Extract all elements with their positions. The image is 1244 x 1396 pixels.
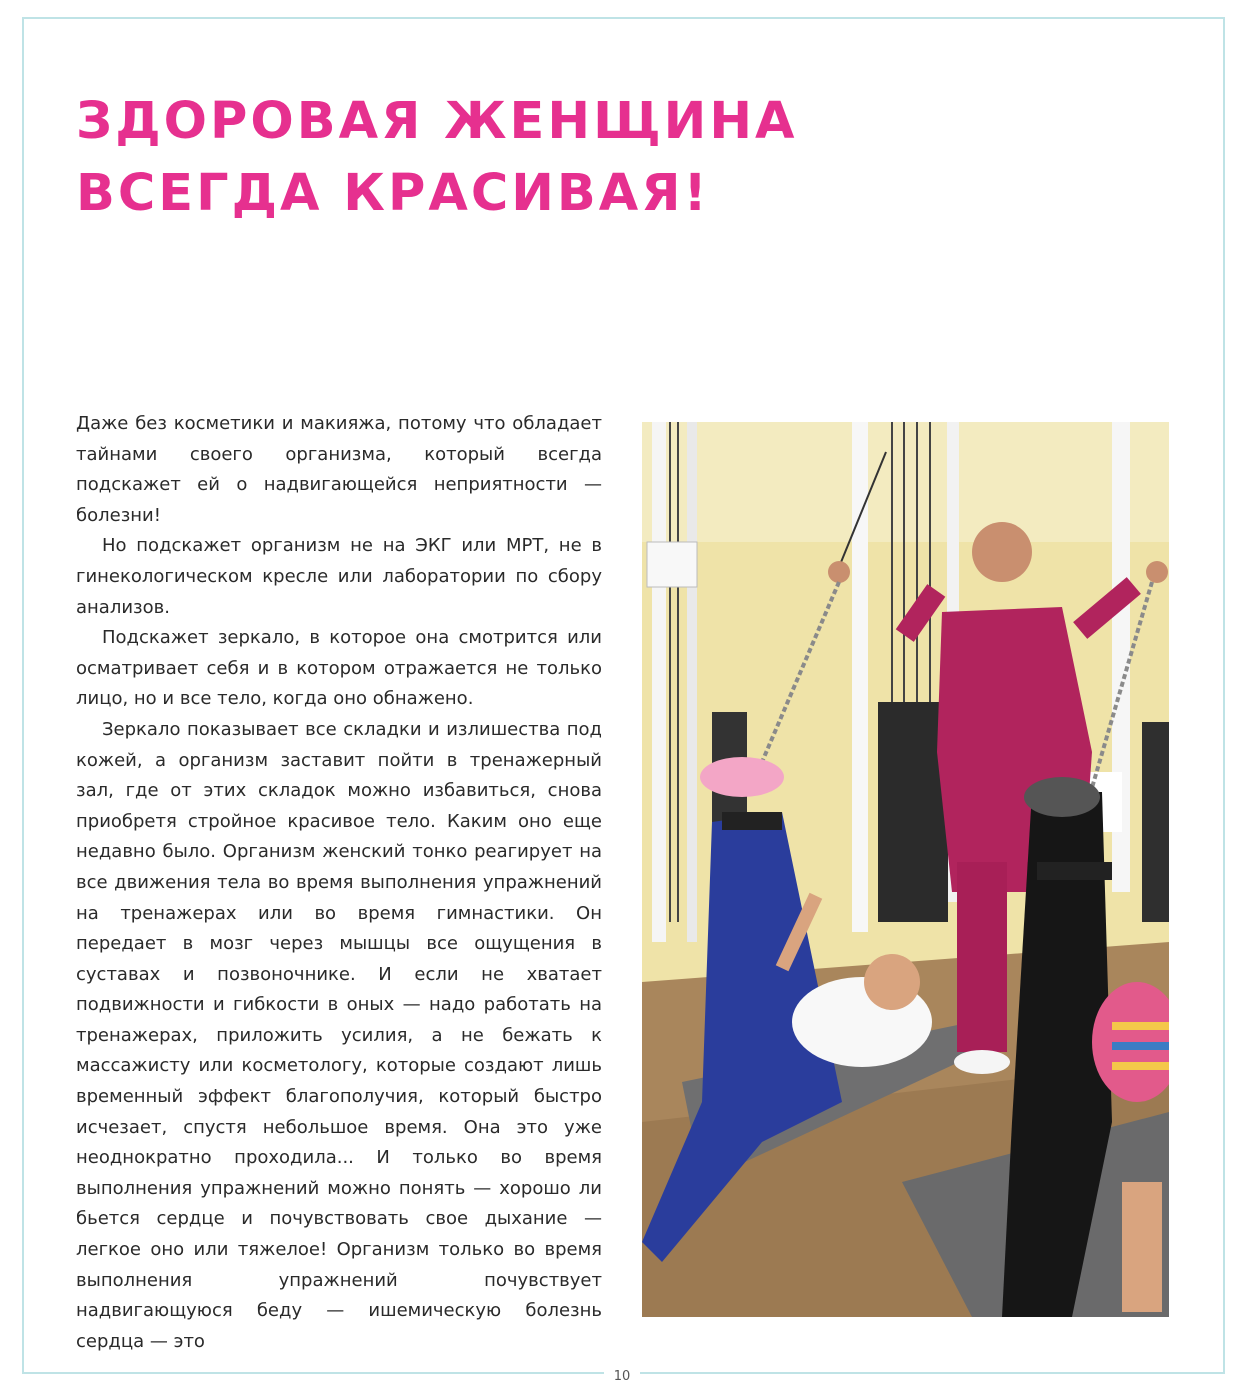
page-number-label: 10	[604, 1369, 641, 1384]
article-body	[76, 409, 602, 1357]
paragraph-3: Подскажет зеркало, в которое она смотрится или осматривает себя и в котором отражается не только лицо, но и все тело, когда оно обнажено.	[76, 627, 602, 710]
paragraph-1: Даже без косметики и макияжа, потому что обладает тайнами своего организма, который всегда подскажет ей о надвигающейся неприятности — болезни!	[76, 413, 602, 526]
gym-photo	[642, 422, 1169, 1317]
title-line-2: ВСЕГДА КРАСИВАЯ!	[76, 164, 710, 223]
page-number	[0, 1369, 1244, 1384]
page-title	[76, 86, 798, 230]
paragraph-2: Но подскажет организм не на ЭКГ или МРТ, не в гинекологическом кресле или лаборатории по сбору анализов.	[76, 535, 602, 618]
title-line-1: ЗДОРОВАЯ ЖЕНЩИНА	[76, 92, 798, 151]
paragraph-4: Зеркало показывает все складки и излишества под кожей, а организм заставит пойти в тренажерный зал, где от этих складок можно избавиться, снова приобретя стройное красивое тело. Каким оно еще недавно было. Организм женский тонко реагирует на все движения тела во время выполнения упражнений на тренажерах или во время гимнастики. Он передает в мозг через мышцы все ощущения в суставах и позвоночнике. И если не хватает подвижности и гибкости в оных — надо работать на тренажерах, приложить усилия, а не бежать к массажисту или косметологу, которые создают лишь временный эффект благополучия, который быстро исчезает, спустя небольшое время. Она это уже неоднократно проходила... И только во время выполнения упражнений можно понять — хорошо ли бьется сердце и почувствовать свое дыхание — легкое оно или тяжелое! Организм только во время выполнения упражнений почувствует надвигающуюся беду — ишемическую болезнь сердца — это	[76, 718, 602, 1352]
